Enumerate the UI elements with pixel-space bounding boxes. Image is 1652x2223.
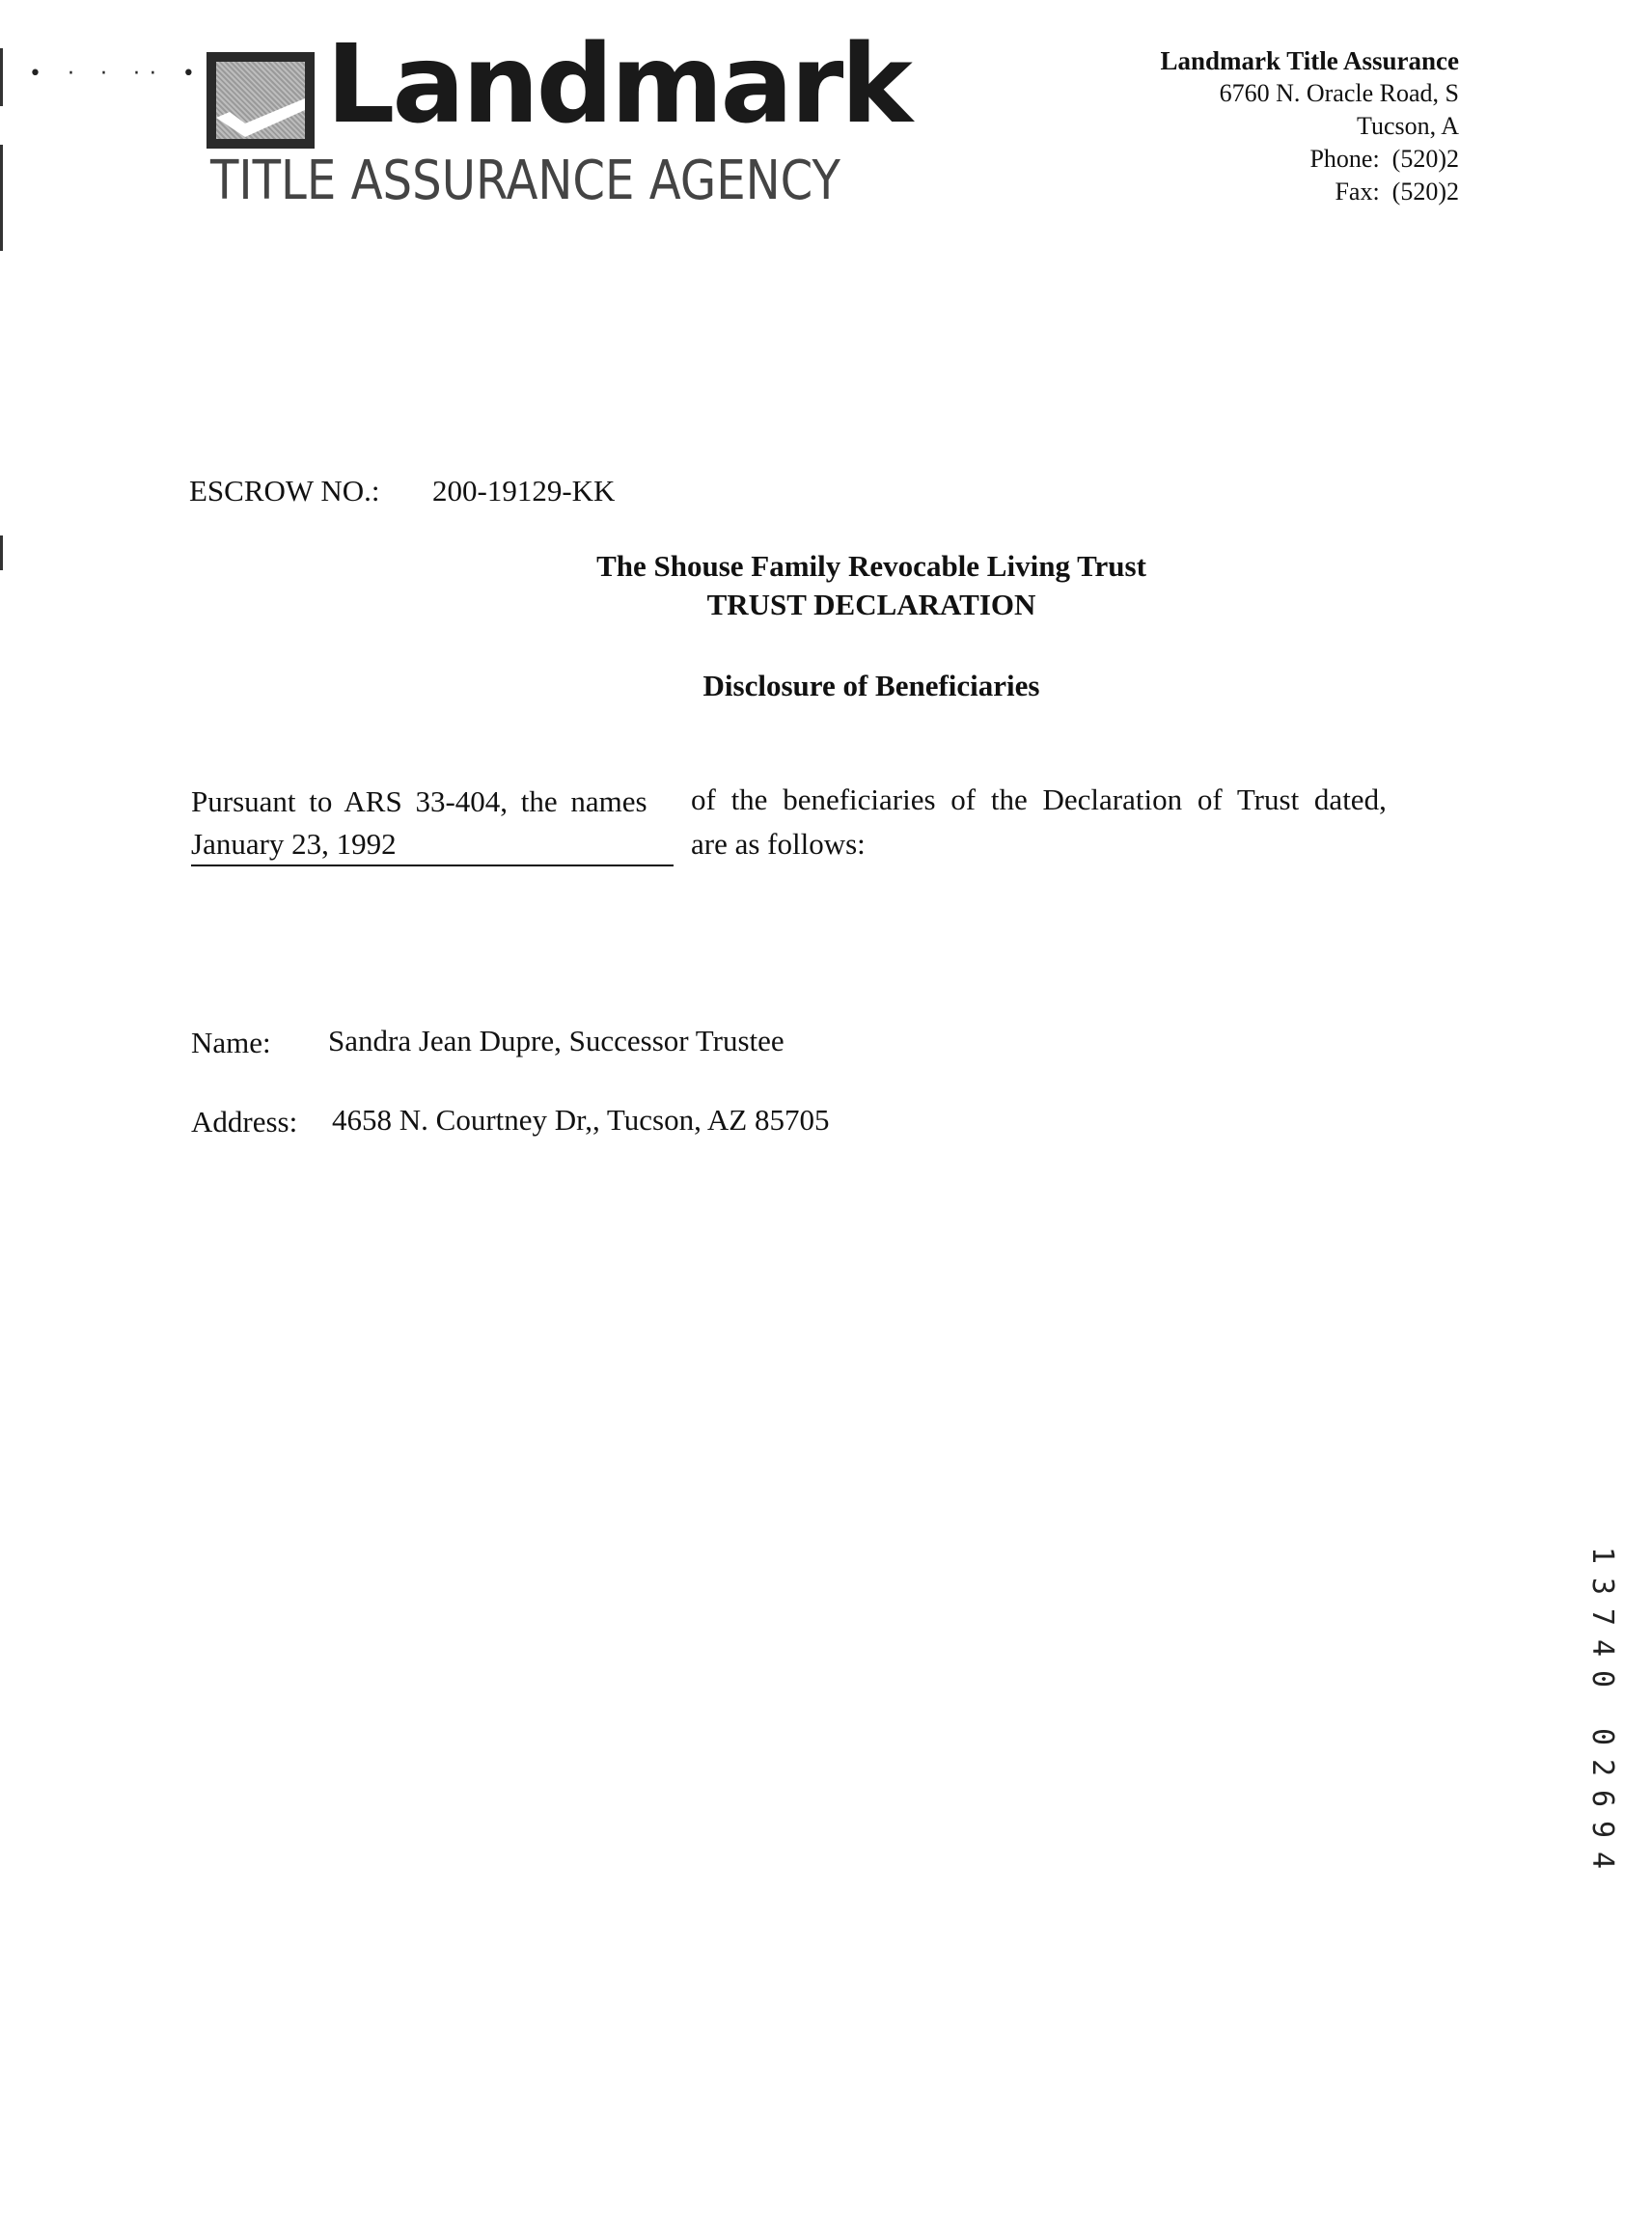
letterhead-address — [1160, 44, 1459, 208]
logo-tagline: TITLE ASSURANCE AGENCY — [210, 150, 840, 212]
company-logo — [206, 22, 910, 220]
bates-digit: 0 — [1585, 1669, 1619, 1688]
checkmark-icon — [216, 98, 305, 139]
trust-name-heading: The Shouse Family Revocable Living Trust — [596, 549, 1146, 583]
bates-digit: 4 — [1585, 1851, 1619, 1870]
bates-digit: 9 — [1585, 1820, 1619, 1839]
bates-number-part-2 — [1583, 1721, 1621, 1876]
firm-name: Landmark Title Assurance — [1160, 46, 1459, 75]
bates-digit: 6 — [1585, 1789, 1619, 1808]
trust-date: January 23, 1992 — [191, 827, 397, 861]
city-address: Tucson, A — [1357, 112, 1459, 140]
bates-digit: 4 — [1585, 1638, 1619, 1658]
disclosure-heading: Disclosure of Beneficiaries — [702, 669, 1040, 702]
logo-wordmark: Landmark — [326, 22, 910, 148]
name-label: Name: — [191, 1026, 271, 1059]
escrow-number: 200-19129-KK — [432, 474, 616, 508]
address-label: Address: — [191, 1105, 298, 1139]
phone-line — [1160, 143, 1459, 176]
beneficiary-address: 4658 N. Courtney Dr,, Tucson, AZ 85705 — [332, 1103, 830, 1137]
bates-digit: 7 — [1585, 1607, 1619, 1627]
street-address: 6760 N. Oracle Road, S — [1219, 79, 1459, 107]
body-text-line-1-right: of the beneficiaries of the Declaration of Trust dated, — [691, 782, 1387, 816]
bates-digit: 3 — [1585, 1577, 1619, 1596]
fax-line — [1160, 176, 1459, 208]
fax-label: Fax: — [1335, 178, 1380, 206]
phone-label: Phone: — [1309, 145, 1380, 173]
body-text-line-1-left: Pursuant to ARS 33-404, the names — [191, 784, 647, 818]
bates-number-part-1 — [1583, 1540, 1621, 1694]
beneficiary-name: Sandra Jean Dupre, Successor Trustee — [328, 1024, 785, 1057]
declaration-heading: TRUST DECLARATION — [706, 588, 1036, 621]
scan-edge-mark — [0, 145, 3, 251]
body-text-line-2: are as follows: — [691, 827, 866, 861]
bates-stamp — [1583, 1540, 1621, 1876]
scan-artifact-dots: • · · ·· • — [29, 62, 205, 86]
phone-value: (520)2 — [1391, 145, 1459, 173]
fax-value: (520)2 — [1391, 178, 1459, 206]
scan-edge-mark — [0, 48, 3, 106]
bates-digit: 2 — [1585, 1758, 1619, 1777]
logo-mark — [206, 52, 315, 149]
bates-digit: 1 — [1585, 1546, 1619, 1565]
escrow-label: ESCROW NO.: — [189, 474, 380, 508]
bates-digit: 0 — [1585, 1727, 1619, 1746]
